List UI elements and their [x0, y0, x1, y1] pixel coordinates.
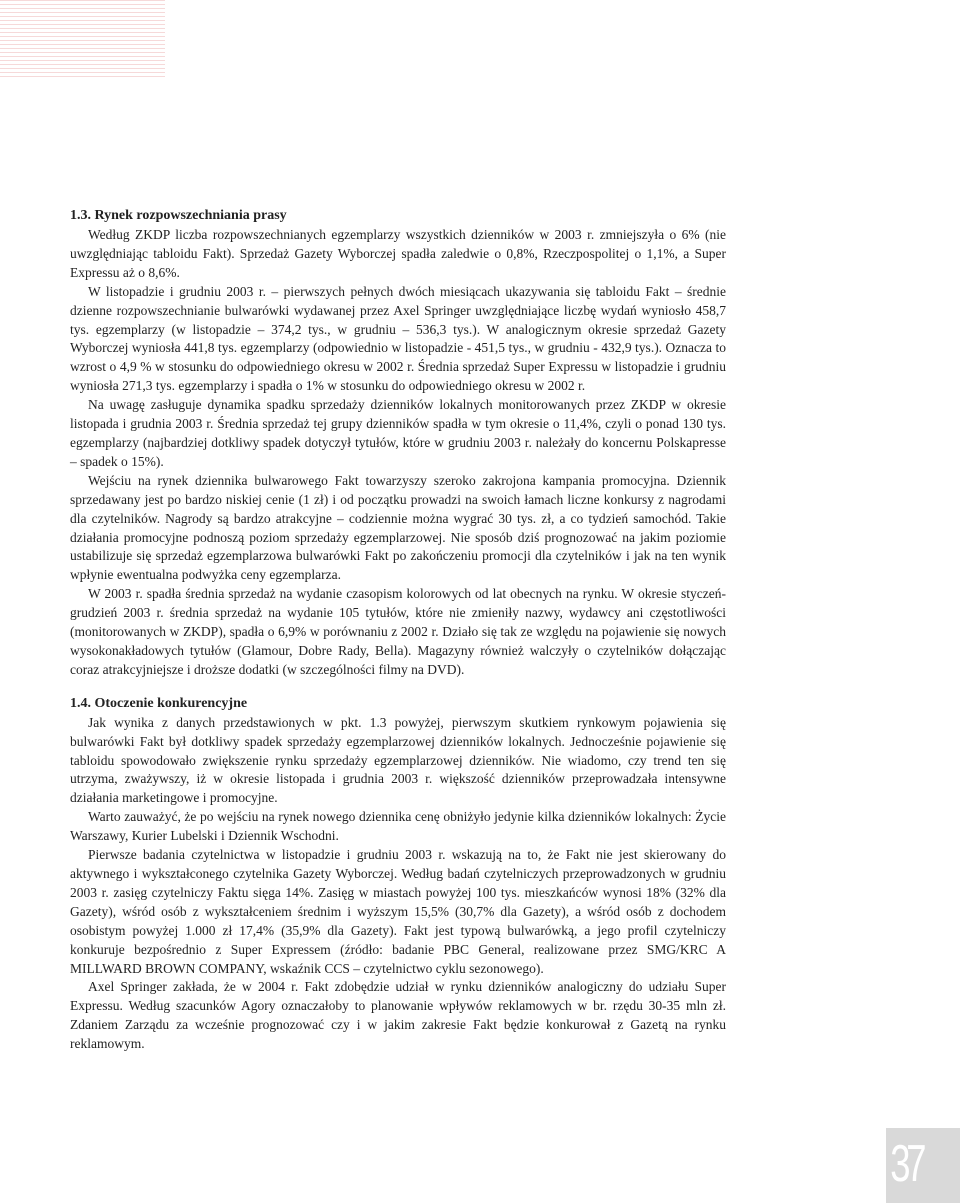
paragraph: W 2003 r. spadła średnia sprzedaż na wydanie czasopism kolorowych od lat obecnych na rynku. W okresie styczeń-grudzień 2003 r. średnia sprzedaż na wydanie 105 tytułów, które nie zmieniły nazwy, wydawcy ani częstotliwości (monitorowanych w ZKDP), spadła o 6,9% w porównaniu z 2002 r. Działo się tak ze względu na pojawienie się nowych wysokonakładowych tytułów (Glamour, Dobre Rady, Bella). Magazyny również walczyły o czytelników dołączając coraz atrakcyjniejsze i droższe dodatki (w szczególności filmy na DVD). [70, 586, 726, 677]
section-otoczenie-konkurencyjne [70, 694, 726, 1054]
paragraph: Wejściu na rynek dziennika bulwarowego Fakt towarzyszy szeroko zakrojona kampania promocyjna. Dziennik sprzedawany jest po bardzo niskiej cenie (1 zł) i od początku prowadzi na swoich łamach liczne konkursy z nagrodami dla czytelników. Nagrody są bardzo atrakcyjne – codziennie można wygrać 30 tys. zł, a co tydzień samochód. Takie działania promocyjne podnoszą poziom sprzedaży egzemplarzowej. Nie sposób dziś prognozować na jakim poziomie ustabilizuje się sprzedaż egzemplarzowa bulwarówki Fakt po zakończeniu promocji dla czytelników i jak na ten wynik wpłynie ewentualna podwyżka ceny egzemplarza. [70, 472, 726, 583]
paragraph: Warto zauważyć, że po wejściu na rynek nowego dziennika cenę obniżyło jedynie kilka dzienników lokalnych: Życie Warszawy, Kurier Lubelski i Dziennik Wschodni. [70, 809, 726, 844]
corner-decoration [0, 0, 165, 78]
paragraph: W listopadzie i grudniu 2003 r. – pierwszych pełnych dwóch miesiącach ukazywania się tabloidu Fakt – średnie dzienne rozpowszechnianie bulwarówki wydawanej przez Axel Springer uwzględniające liczbę wydań wyniosło 458,7 tys. egzemplarzy (w listopadzie – 374,2 tys., w grudniu – 536,3 tys.). W analogicznym okresie sprzedaż Gazety Wyborczej wyniosła 441,8 tys. egzemplarzy (odpowiednio w listopadzie - 451,5 tys., w grudniu - 432,9 tys.). Oznacza to wzrost o 4,9 % w stosunku do odpowiedniego okresu w 2002 r. Średnia sprzedaż Super Expressu w listopadzie i grudniu wyniosła 271,3 tys. egzemplarzy i spadła o 1% w stosunku do odpowiedniego okresu w 2002 r. [70, 283, 726, 394]
paragraph: Axel Springer zakłada, że w 2004 r. Fakt zdobędzie udział w rynku dzienników analogiczny do udziału Super Expressu. Według szacunków Agory oznaczałoby to planowanie wpływów reklamowych w br. rzędu 30-35 mln zł. Zdaniem Zarządu za wcześnie prognozować czy i w jakim zakresie Fakt będzie konkurował z Gazetą na rynku reklamowym. [70, 979, 726, 1052]
section-heading: 1.4. Otoczenie konkurencyjne [70, 695, 248, 711]
paragraph: Pierwsze badania czytelnictwa w listopadzie i grudniu 2003 r. wskazują na to, że Fakt nie jest skierowany do aktywnego i wykształconego czytelnika Gazety Wyborczej. Według badań czytelniczych przeprowadzonych w grudniu 2003 r. zasięg czytelniczy Faktu sięga 14%. Zasięg w miastach powyżej 100 tys. mieszkańców wynosi 18% (32% dla Gazety), wśród osób z wykształceniem średnim i wyższym 15,5% (30,7% dla Gazety), a wśród osób z dochodem osobistym powyżej 1.000 zł 17,4% (35,9% dla Gazety). Fakt jest typową bulwarówką, a jego profil czytelniczy konkuruje bezpośrednio z Super Expressem (źródło: badanie PBC General, realizowane przez SMG/KRC A MILLWARD BROWN COMPANY, wskaźnik CCS – czytelnictwo cyklu sezonowego). [70, 847, 726, 976]
section-heading: 1.3. Rynek rozpowszechniania prasy [70, 208, 287, 223]
paragraph: Na uwagę zasługuje dynamika spadku sprzedaży dzienników lokalnych monitorowanych przez ZKDP w okresie listopada i grudnia 2003 r. Średnia sprzedaż tej grupy dzienników spadła w tym okresie o 11,4%, czyli o ponad 130 tys. egzemplarzy (najbardziej dotkliwy spadek dotyczył tytułów, które w grudniu 2003 r. należały do koncernu Polskapresse – spadek o 15%). [70, 397, 726, 469]
paragraph: Według ZKDP liczba rozpowszechnianych egzemplarzy wszystkich dzienników w 2003 r. zmniejszyła o 6% (nie uwzględniając tabloidu Fakt). Sprzedaż Gazety Wyborczej spadła zaledwie o 0,8%, Rzeczpospolitej o 1,1%, a Super Expressu aż o 8,6%. [70, 227, 726, 280]
document-body [70, 206, 726, 1054]
page-number-box [886, 1128, 960, 1203]
paragraph: Jak wynika z danych przedstawionych w pkt. 1.3 powyżej, pierwszym skutkiem rynkowym pojawienia się bulwarówki Fakt był dotkliwy spadek sprzedaży egzemplarzowej dzienników lokalnych. Jednocześnie pojawienie się tabloidu spowodowało zwiększenie rynku sprzedaży egzemplarzowej dzienników. Nie wiadomo, czy trend ten się utrzyma, zważywszy, iż w okresie listopada i grudnia 2003 r. większość dzienników przeprowadzała intensywne działania marketingowe i promocyjne. [70, 714, 726, 806]
section-rynek-rozpowszechniania [70, 206, 726, 680]
page-number: 37 [890, 1135, 923, 1193]
